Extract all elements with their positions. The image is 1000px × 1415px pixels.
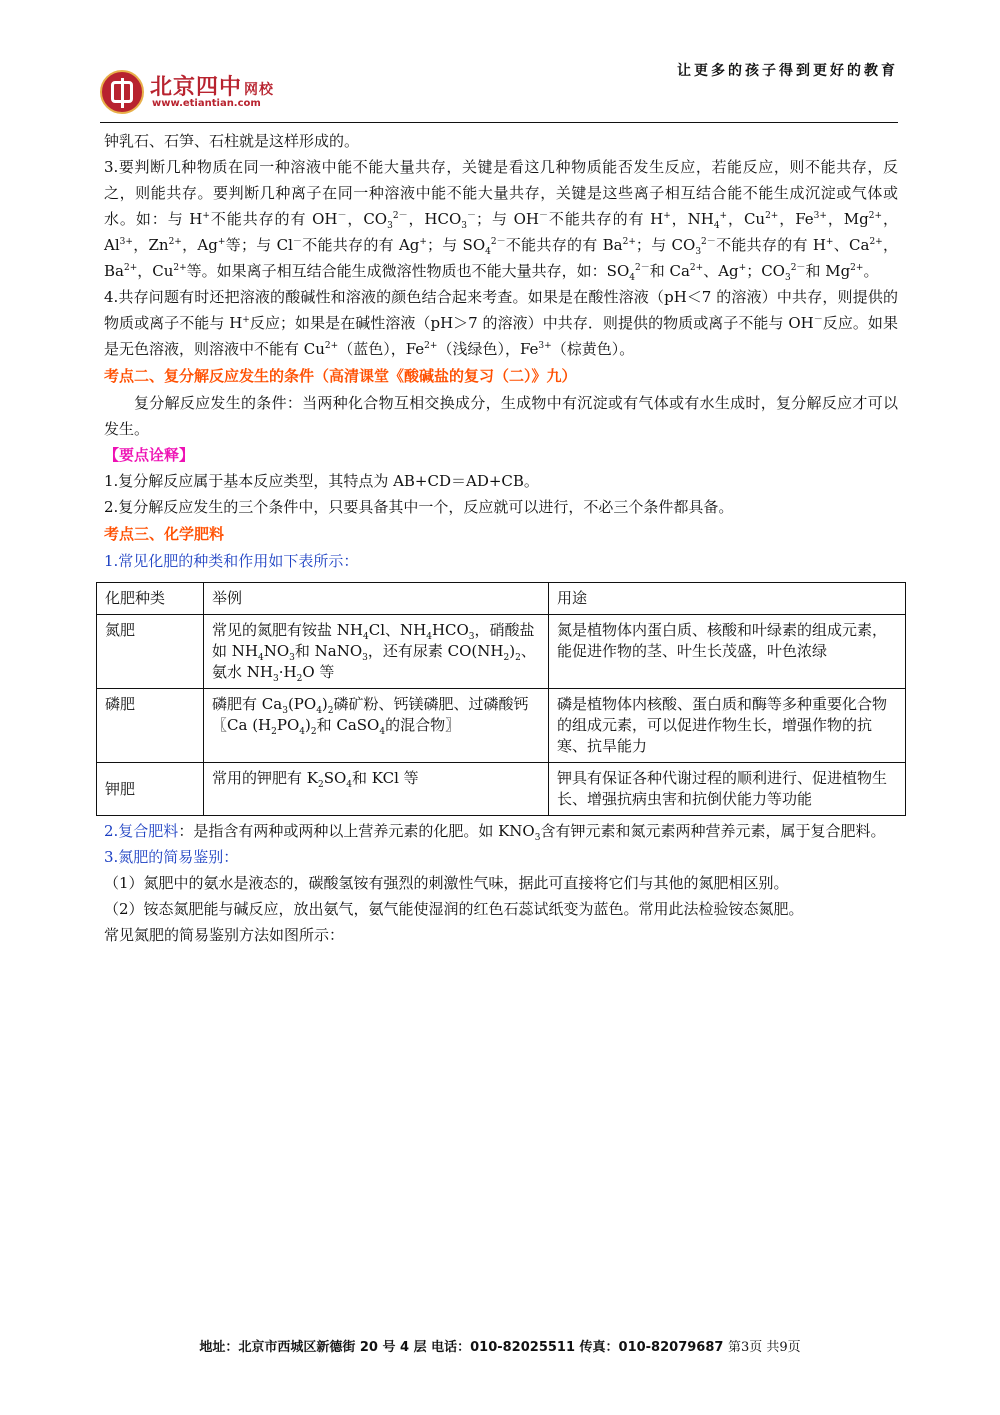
table-cell-example: 常用的钾肥有 $K_2SO_4$和 KCl 等 — [204, 763, 549, 816]
footer-page-number: 第3页 共9页 — [727, 1340, 801, 1355]
logo-sub-text: 网校 — [244, 82, 275, 98]
table-cell-use: 钾具有保证各种代谢过程的顺利进行、促进植物生长、增强抗病虫害和抗倒伏能力等功能 — [549, 763, 906, 816]
paragraph-point-2: 2.复分解反应发生的三个条件中，只要具备其中一个，反应就可以进行，不必三个条件都具备。 — [104, 498, 734, 516]
logo-url: www.etiantian.com — [152, 98, 261, 109]
paragraph-point-1: 1.复分解反应属于基本反应类型，其特点为 AB+CD＝AD+CB。 — [104, 472, 539, 490]
document-body — [104, 128, 898, 948]
paragraph-0: 钟乳石、石笋、石柱就是这样形成的。 — [104, 132, 360, 150]
logo-emblem-icon — [100, 70, 144, 114]
table-header-cell: 化肥种类 — [97, 583, 204, 615]
paragraph-identification-figure-intro: 常见氮肥的简易鉴别方法如图所示： — [104, 926, 345, 944]
paragraph-identification-1: （1）氮肥中的氨水是液态的，碳酸氢铵有强烈的刺激性气味，据此可直接将它们与其他的氮肥相区别。 — [104, 874, 789, 892]
section-heading-2: 考点二、复分解反应发生的条件（高清课堂《酸碱盐的复习（二）》九） — [104, 367, 577, 385]
table-cell-use: 磷是植物体内核酸、蛋白质和酶等多种重要化合物的组成元素，可以促进作物生长，增强作物的抗寒、抗旱能力 — [549, 689, 906, 763]
table-cell-example: 磷肥有 $Ca_3(PO_4)_2$磷矿粉、钙镁磷肥、过磷酸钙〖Ca $(H_2PO_4)_2$和 CaSO$_4$的混合物〗 — [204, 689, 549, 763]
school-logo — [100, 70, 290, 120]
table-cell-type: 磷肥 — [97, 689, 204, 763]
table-header-row — [97, 583, 906, 615]
table-row — [97, 615, 906, 689]
key-points-tag: 【要点诠释】 — [104, 446, 195, 464]
fertilizer-table — [96, 582, 906, 816]
table-header-cell: 举例 — [204, 583, 549, 615]
page-footer — [0, 1336, 1000, 1355]
header-rule — [100, 122, 898, 123]
subheading-compound-fertilizer: 2.复合肥料 — [104, 822, 179, 840]
table-cell-use: 氮是植物体内蛋白质、核酸和叶绿素的组成元素，能促进作物的茎、叶生长茂盛，叶色浓绿 — [549, 615, 906, 689]
table-cell-type: 钾肥 — [97, 763, 204, 816]
page-header — [100, 60, 898, 122]
table-row — [97, 689, 906, 763]
header-slogan: 让更多的孩子得到更好的教育 — [677, 63, 898, 79]
table-header-cell: 用途 — [549, 583, 906, 615]
table-row — [97, 763, 906, 816]
paragraph-compound-fertilizer: 2.复合肥料：是指含有两种或两种以上营养元素的化肥。如 $KNO_3$含有钾元素和氮元素两种营养元素，属于复合肥料。 — [104, 822, 886, 843]
logo-name-text: 北京四中 — [150, 74, 243, 100]
table-cell-example: 常见的氮肥有铵盐 $NH_4Cl$、$NH_4HCO_3$，硝酸盐如 $NH_4NO_3$和 NaNO$_3$，还有尿素 $CO(NH_2)_2$、氨水 $NH_3\cdot H_2O$ 等 — [204, 615, 549, 689]
subheading-nitrogen-identification: 3.氮肥的简易鉴别： — [104, 848, 239, 866]
paragraph-identification-2: （2）铵态氮肥能与碱反应，放出氨气，氨气能使湿润的红色石蕊试纸变为蓝色。常用此法检验铵态氮肥。 — [104, 900, 804, 918]
logo-name — [150, 70, 274, 101]
paragraph-coexistence-3: 3.要判断几种物质在同一种溶液中能不能大量共存，关键是看这几种物质能否发生反应，若能反应，则不能共存，反之，则能共存。要判断几种离子在同一种溶液中能不能大量共存，关键是这些离子相互结合能不能生成沉淀或气体或水。如：与 H+不能共存的有 OH－，$CO_3^{2-}$，$HCO_3^-$；与 OH－不能共存的有 H+，$NH_4^+$，$Cu^{2+}$，$Fe^{3+}$，$Mg^{2+}$，$Al^{3+}$，$Zn^{2+}$，Ag+等；与 Cl－不能共存的有 Ag+；与 $SO_4^{2-}$不能共存的有 $Ba^{2+}$；与 $CO_3^{2-}$不能共存的有 H+、$Ca^{2+}$，$Ba^{2+}$，$Cu^{2+}$等。如果离子相互结合能生成微溶性物质也不能大量共存，如：$SO_4^{2-}$和 $Ca^{2+}$、Ag+；$CO_3^{2-}$和 $Mg^{2+}$。 — [104, 158, 899, 283]
paragraph-coexistence-4: 4.共存问题有时还把溶液的酸碱性和溶液的颜色结合起来考查。如果是在酸性溶液（pH＜7 的溶液）中共存，则提供的物质或离子不能与 H+反应；如果是在碱性溶液（pH＞7 的溶液）中共存．则提供的物质或离子不能与 OH－反应。如果是无色溶液，则溶液中不能有 $Cu^{2+}$（蓝色），$Fe^{2+}$（浅绿色），$Fe^{3+}$（棕黄色）。 — [104, 288, 898, 358]
table-cell-type: 氮肥 — [97, 615, 204, 689]
section-heading-3: 考点三、化学肥料 — [104, 525, 225, 543]
paragraph-double-decomposition: 复分解反应发生的条件：当两种化合物互相交换成分，生成物中有沉淀或有气体或有水生成时，复分解反应才可以发生。 — [104, 394, 898, 438]
footer-address: 地址：北京市西城区新德街 20 号 4 层 电话：010-82025511 传真：010-82079687 — [199, 1340, 724, 1355]
subheading-fertilizer-types: 1.常见化肥的种类和作用如下表所示： — [104, 552, 359, 570]
